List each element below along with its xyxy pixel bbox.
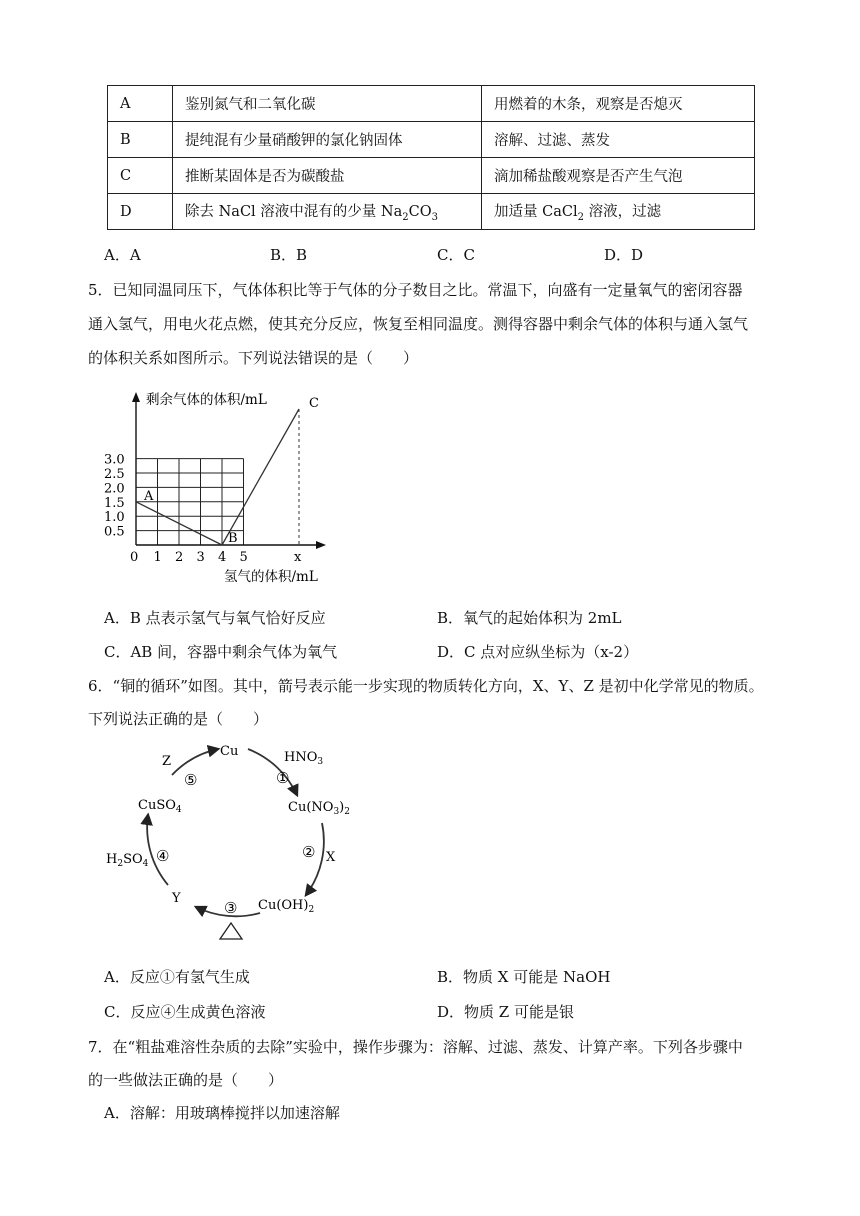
step-2: ② xyxy=(302,843,316,861)
row-label: B xyxy=(108,122,173,158)
x-axis-label: 氢气的体积/mL xyxy=(224,569,318,585)
row-method: 溶解、过滤、蒸发 xyxy=(482,122,755,158)
q5-stem-line2: 通入氢气，用电火花点燃，使其充分反应，恢复至相同温度。测得容器中剩余气体的体积与通入氢气 xyxy=(88,315,749,333)
x-tick-label: 2 xyxy=(175,550,184,565)
series-line-bc xyxy=(222,409,299,545)
label-cuno32: $Cu(NO_3)_2$ xyxy=(288,800,350,817)
q7-stem-line2: 的一些做法正确的是（ ） xyxy=(88,1071,284,1089)
label-h2so4: $H_2SO_4$ xyxy=(106,852,149,869)
x-tick-label: 4 xyxy=(218,550,227,565)
y-tick-label: 1.5 xyxy=(104,495,125,511)
label-z: Z xyxy=(162,754,172,769)
q5-chart xyxy=(100,385,340,590)
q6-stem-line1: 6．“铜的循环”如图。其中，箭号表示能一步实现的物质转化方向，X、Y、Z 是初中化学常见的物质。 xyxy=(88,677,764,695)
x-tick-label: 0 xyxy=(130,550,139,565)
q4-option-b[interactable]: B．B xyxy=(270,246,308,264)
q5-option-a[interactable]: A．B 点表示氢气与氧气恰好反应 xyxy=(104,609,326,627)
row-purpose: 鉴别氮气和二氧化碳 xyxy=(173,86,482,122)
x-tick-label: 1 xyxy=(153,550,162,565)
q5-stem-line1: 5．已知同温同压下，气体体积比等于气体的分子数目之比。常温下，向盛有一定量氧气的密闭容器 xyxy=(88,281,743,299)
q7-stem-line1: 7．在“粗盐难溶性杂质的去除”实验中，操作步骤为：溶解、过滤、蒸发、计算产率。下列各步骤中 xyxy=(88,1038,743,1056)
row-label: A xyxy=(108,86,173,122)
q5-stem-line3: 的体积关系如图所示。下列说法错误的是（ ） xyxy=(88,349,419,367)
q6-option-c[interactable]: C．反应④生成黄色溶液 xyxy=(104,1003,266,1021)
y-tick-label: 0.5 xyxy=(104,524,125,540)
q4-option-a[interactable]: A．A xyxy=(104,246,141,264)
row-purpose: 提纯混有少量硝酸钾的氯化钠固体 xyxy=(173,122,482,158)
x-tick-label: 5 xyxy=(239,550,248,565)
y-axis-label: 剩余气体的体积/mL xyxy=(146,392,267,408)
label-cu: Cu xyxy=(220,744,239,759)
step-3: ③ xyxy=(224,899,238,917)
step-1: ① xyxy=(276,769,290,787)
q5-option-d[interactable]: D．C 点对应纵坐标为（x-2） xyxy=(437,643,639,661)
row-label: D xyxy=(108,194,173,230)
row-method: 滴加稀盐酸观察是否产生气泡 xyxy=(482,158,755,194)
point-label-c: C xyxy=(309,396,319,411)
q6-stem-line2: 下列说法正确的是（ ） xyxy=(88,710,269,728)
q5-option-b[interactable]: B．氧气的起始体积为 2mL xyxy=(437,609,622,627)
y-tick-label: 3.0 xyxy=(104,452,125,468)
point-label-a: A xyxy=(144,488,154,504)
step-4: ④ xyxy=(156,847,170,865)
x-tick-label: x xyxy=(294,550,302,565)
point-label-b: B xyxy=(228,531,238,546)
q7-option-a[interactable]: A．溶解：用玻璃棒搅拌以加速溶解 xyxy=(104,1104,340,1122)
label-y: Y xyxy=(172,891,181,906)
label-cuoh2: $Cu(OH)_2$ xyxy=(258,898,315,915)
q6-option-b[interactable]: B．物质 X 可能是 NaOH xyxy=(437,968,611,986)
q6-option-a[interactable]: A．反应①有氢气生成 xyxy=(104,968,250,986)
q4-option-c[interactable]: C．C xyxy=(437,246,475,264)
y-tick-label: 1.0 xyxy=(104,510,125,526)
heat-triangle-icon xyxy=(220,923,242,939)
table-row xyxy=(108,86,755,122)
y-tick-label: 2.0 xyxy=(104,481,125,497)
y-tick-label: 2.5 xyxy=(104,467,125,482)
row-purpose: 推断某固体是否为碳酸盐 xyxy=(173,158,482,194)
q6-cycle-diagram xyxy=(100,735,350,947)
q4-option-d[interactable]: D．D xyxy=(604,246,644,264)
y-axis-arrow-icon xyxy=(132,392,140,402)
row-method: 用燃着的木条，观察是否熄灭 xyxy=(482,86,755,122)
label-cuso4: CuSO$_4$ xyxy=(138,798,182,815)
step-5: ⑤ xyxy=(184,771,198,789)
table-row xyxy=(108,158,755,194)
row-purpose: 除去 NaCl 溶液中混有的少量 $Na_2CO_3$ xyxy=(173,194,482,230)
table-row xyxy=(108,122,755,158)
row-method: 加适量 CaCl$_2$ 溶液，过滤 xyxy=(482,194,755,230)
label-x: X xyxy=(326,850,336,865)
q5-option-c[interactable]: C．AB 间，容器中剩余气体为氧气 xyxy=(104,643,338,661)
x-tick-label: 3 xyxy=(196,550,205,565)
table-row xyxy=(108,194,755,230)
q4-table xyxy=(107,85,755,230)
q6-option-d[interactable]: D．物质 Z 可能是银 xyxy=(437,1003,574,1021)
label-hno3: $HNO_3$ xyxy=(284,750,324,767)
row-label: C xyxy=(108,158,173,194)
x-axis-arrow-icon xyxy=(316,541,326,549)
